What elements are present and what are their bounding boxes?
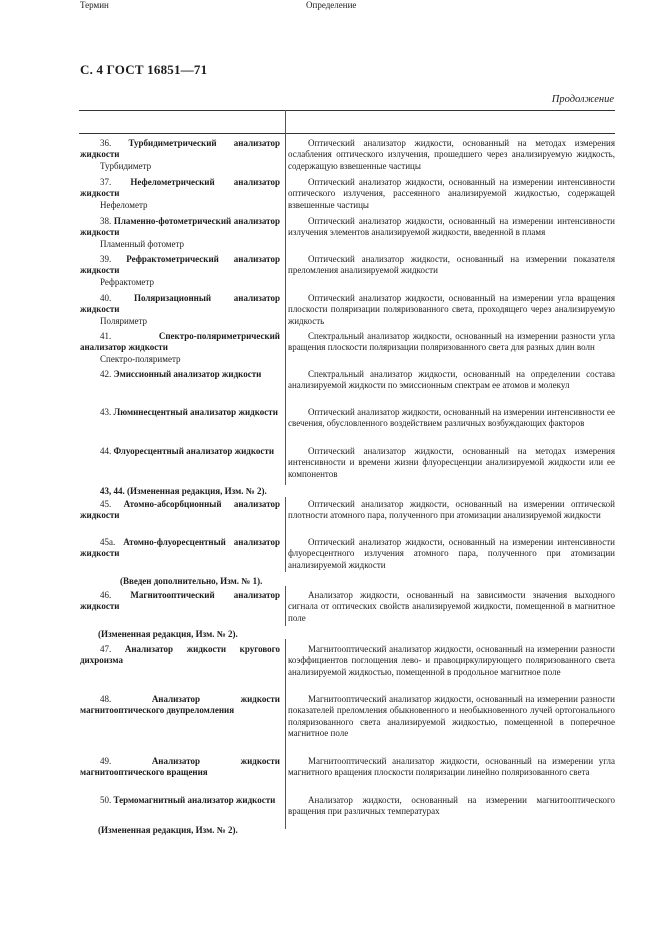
definition-cell: Оптический анализатор жидкости, основанный на измерении интенсивности излучения элементов анализируемой жидкости, введенной в пламя [288, 216, 615, 238]
term-cell: 49. Анализатор жидкости магнитооптического вращения [80, 756, 280, 778]
definition-cell: Оптический анализатор жидкости, основанный на измерении интенсивности ее свечения, обусловленного воздействием различных возбуждающих факторов [288, 407, 615, 429]
term-cell: 47. Анализатор жидкости кругового дихроизма [80, 644, 281, 666]
term-cell: 45. Атомно-абсорбционный анализатор жидкости [80, 499, 281, 521]
term-cell: 43. Люминесцентный анализатор жидкости [100, 407, 278, 417]
definition-cell: Магнитооптический анализатор жидкости, основанный на измерении разности коэффициентов поглощения лево- и правоциркулирующего поляризованного света анализируемой жидкостью, помещенной в продольное магнитное поле [288, 644, 615, 677]
column-header-definition: Определение [306, 0, 357, 10]
definition-cell: Оптический анализатор жидкости, основанный на измерении интенсивности оптического излучения, рассеянного анализируемой жидкостью, содержащей взвешенные частицы [288, 177, 615, 210]
table-row [80, 537, 615, 574]
table-row [80, 216, 615, 253]
continuation-label: Продолжение [551, 94, 614, 105]
term-cell: 36. Турбидиметрический анализатор жидкости Турбидиметр [80, 138, 280, 171]
table-row [80, 499, 615, 536]
table-row [80, 138, 615, 175]
amendment-note: (Измененная редакция, Изм. № 2). [98, 825, 238, 835]
definition-cell: Анализатор жидкости, основанный на зависимости значения выходного сигнала от оптических свойств анализируемой жидкости, помещенной в магнитное поле [288, 590, 615, 623]
amendment-note: (Измененная редакция, Изм. № 2). [98, 629, 238, 639]
term-cell: 50. Термомагнитный анализатор жидкости [100, 795, 276, 805]
definition-cell: Магнитооптический анализатор жидкости, основанный на измерении разности показателей преломления обыкновенного и необыкновенного лучей ортогонального поляризованного света анализируемой жидкостью, помещенной в поперечное магнитное поле [288, 694, 615, 738]
table-row [80, 644, 615, 692]
definition-cell: Оптический анализатор жидкости, основанный на методах измерения интенсивности и времени жизни флуоресценции анализируемой жидкости или ее компонентов [288, 446, 615, 479]
definition-cell: Оптический анализатор жидкости, основанный на измерении угла вращения плоскости поляризации поляризованного света, проходящего через анализируемую жидкость [288, 293, 615, 326]
table-row [80, 756, 615, 793]
table-row [80, 590, 615, 627]
table-row [80, 177, 615, 214]
term-cell: 37. Нефелометрический анализатор жидкости Нефелометр [80, 177, 280, 210]
definition-cell: Анализатор жидкости, основанный на измерении магнитооптического вращения при различных температурах [288, 795, 615, 817]
table-row [80, 446, 615, 483]
table-header-rule [79, 133, 615, 134]
definition-cell: Спектральный анализатор жидкости, основанный на определении состава анализируемой жидкости по эмиссионным спектрам ее атомов и молекул [288, 369, 615, 391]
amendment-note: 43, 44. (Измененная редакция, Изм. № 2). [100, 486, 267, 496]
page-header: С. 4 ГОСТ 16851—71 [80, 62, 208, 77]
term-cell: 38. Пламенно-фотометрический анализатор жидкости Пламенный фотометр [80, 216, 280, 249]
definition-cell: Оптический анализатор жидкости, основанный на измерении оптической плотности атомного пара, полученного при атомизации анализируемой жидкости [288, 499, 615, 521]
table-row [80, 407, 615, 444]
amendment-note: (Введен дополнительно, Изм. № 1). [120, 576, 263, 586]
definition-cell: Оптический анализатор жидкости, основанный на методах измерения ослабления оптического излучения, прошедшего через анализируемую жидкость, содержащую взвешенные частицы [288, 138, 615, 171]
term-cell: 48. Анализатор жидкости магнитооптического двупреломления [80, 694, 280, 716]
term-cell: 42. Эмиссионный анализатор жидкости [100, 369, 262, 379]
table-row [80, 254, 615, 291]
term-cell: 46. Магнитооптический анализатор жидкости [80, 590, 280, 612]
column-header-term: Термин [80, 0, 109, 10]
table-row [80, 293, 615, 330]
definition-cell: Спектральный анализатор жидкости, основанный на измерении разности угла вращения плоскости поляризации поляризованного света для разных длин волн [288, 331, 615, 353]
table-top-rule [79, 110, 615, 111]
table-row [80, 331, 615, 368]
table-row [80, 369, 615, 406]
term-cell: 39. Рефрактометрический анализатор жидкости Рефрактометр [80, 254, 280, 287]
term-cell: 44. Флуоресцентный анализатор жидкости [100, 446, 275, 456]
table-row [80, 694, 615, 754]
term-cell: 45а. Атомно-флуоресцентный анализатор жидкости [80, 537, 280, 559]
term-cell: 41. Спектро-поляриметрический анализатор жидкости Спектро-поляриметр [80, 331, 280, 364]
term-cell: 40. Поляризационный анализатор жидкости Поляриметр [80, 293, 280, 326]
definition-cell: Оптический анализатор жидкости, основанный на измерении показателя преломления анализируемой жидкости [288, 254, 615, 276]
definition-cell: Магнитооптический анализатор жидкости, основанный на измерении угла магнитного вращения плоскости поляризации линейно поляризованного света [288, 756, 615, 778]
definition-cell: Оптический анализатор жидкости, основанный на измерении интенсивности флуоресцентного излучения атомного пара, полученного при атомизации анализируемой жидкости [288, 537, 615, 570]
